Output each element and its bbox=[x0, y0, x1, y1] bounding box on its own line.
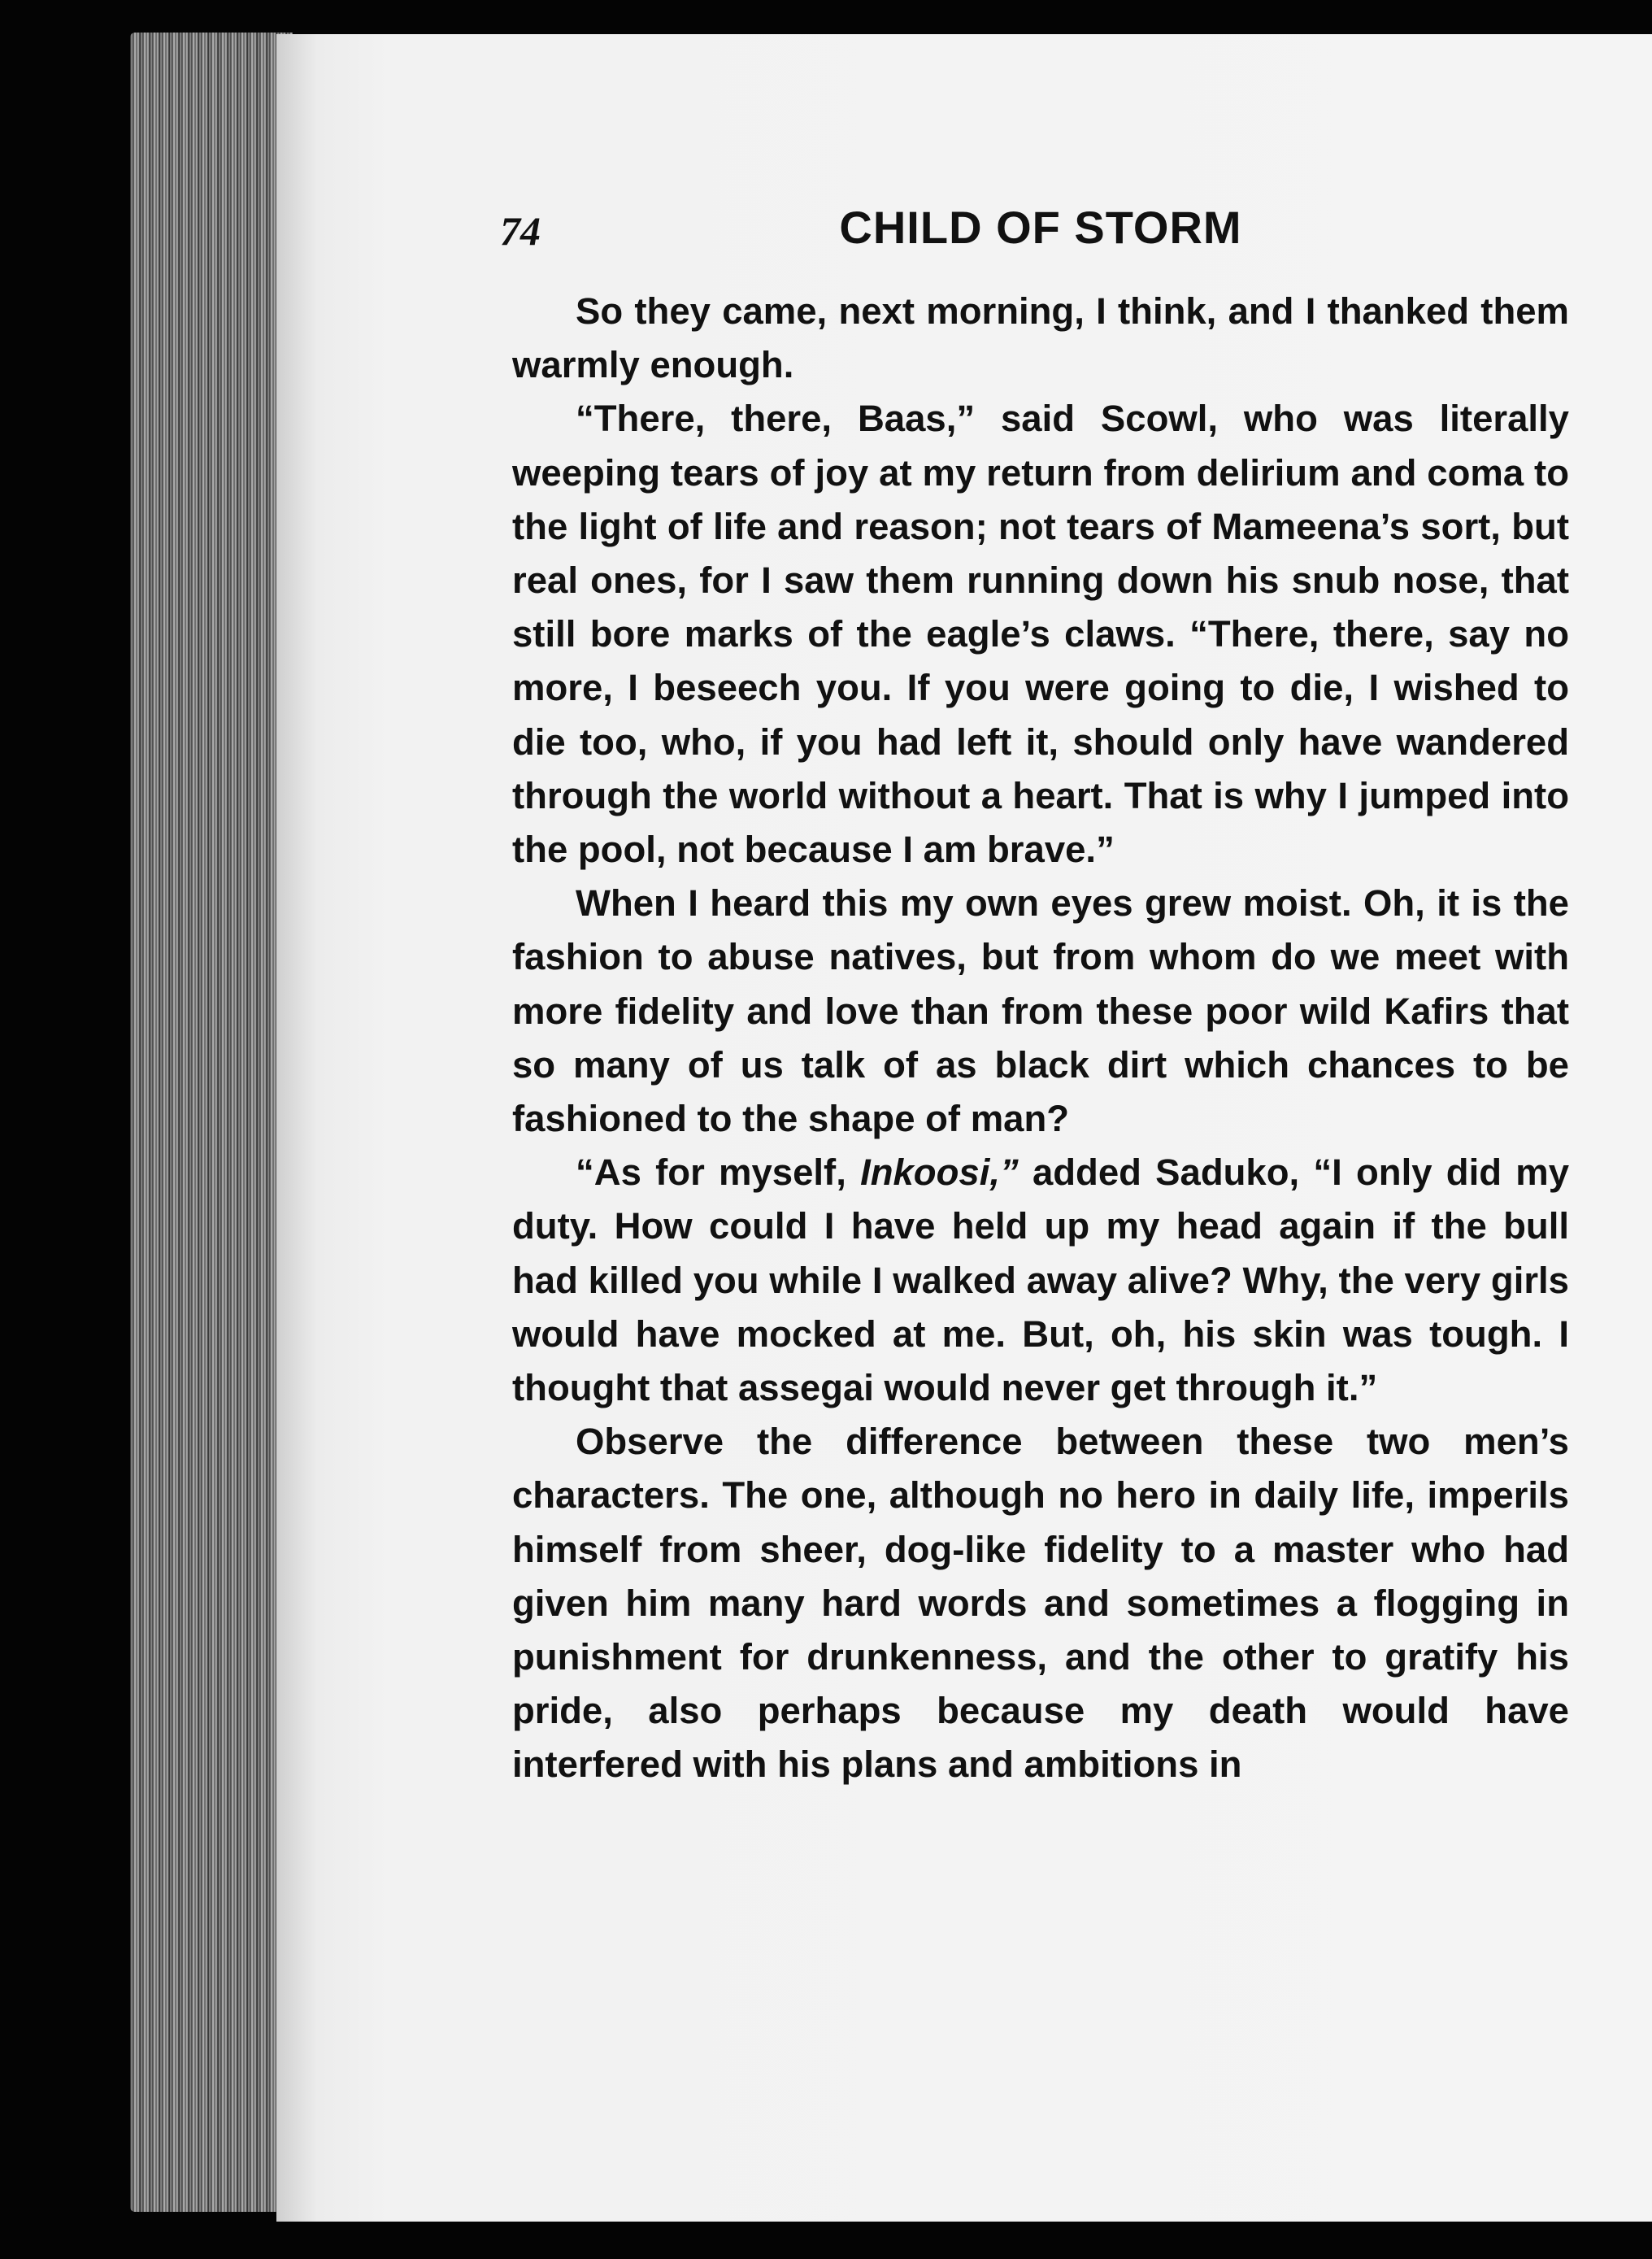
paragraph bbox=[512, 1146, 1569, 1415]
page-header bbox=[500, 201, 1313, 266]
paragraph: Observe the difference between these two men’s characters. The one, although no hero in daily life, imperils himself from sheer, dog-like fidelity to a master who had given him many hard words and sometimes a flogging in punishment for drunkenness, and the other to gratify his pride, also perhaps because my death would have interfered with his plans and ambitions in bbox=[512, 1421, 1569, 1786]
paragraph: “There, there, Baas,” said Scowl, who was literally weeping tears of joy at my return from delirium and coma to the light of life and reason; not tears of Mameena’s sort, but real ones, for I saw them running down his snub nose, that still bore marks of the eagle’s claws. “There, there, say no more, I beseech you. If you were going to die, I wished to die too, who, if you had left it, should only have wandered through the world without a heart. That is why I jumped into the pool, not because I am brave.” bbox=[512, 398, 1569, 871]
body-text bbox=[512, 285, 1569, 1792]
page-sheet bbox=[276, 34, 1652, 2222]
paragraph-text: “As for myself, bbox=[576, 1151, 861, 1194]
running-title: CHILD OF STORM bbox=[839, 202, 1242, 253]
page-number: 74 bbox=[500, 208, 541, 254]
emphasized-word: Inkoosi,” bbox=[860, 1151, 1019, 1194]
book-page-edges bbox=[130, 33, 293, 2212]
paragraph: When I heard this my own eyes grew moist. Oh, it is the fashion to abuse natives, but from whom do we meet with more fidelity and love than from these poor wild Kafirs that so many of us talk of as black dirt which chances to be fashioned to the shape of man? bbox=[512, 882, 1569, 1140]
paragraph-text: added Saduko, “I only did my duty. How could I have held up my head again if the bull had killed you while I walked away alive? Why, the very girls would have mocked at me. But, oh, his skin was tough. I thought that assegai would never get through it.” bbox=[512, 1151, 1569, 1409]
paragraph: So they came, next morning, I think, and I thanked them warmly enough. bbox=[512, 290, 1569, 386]
